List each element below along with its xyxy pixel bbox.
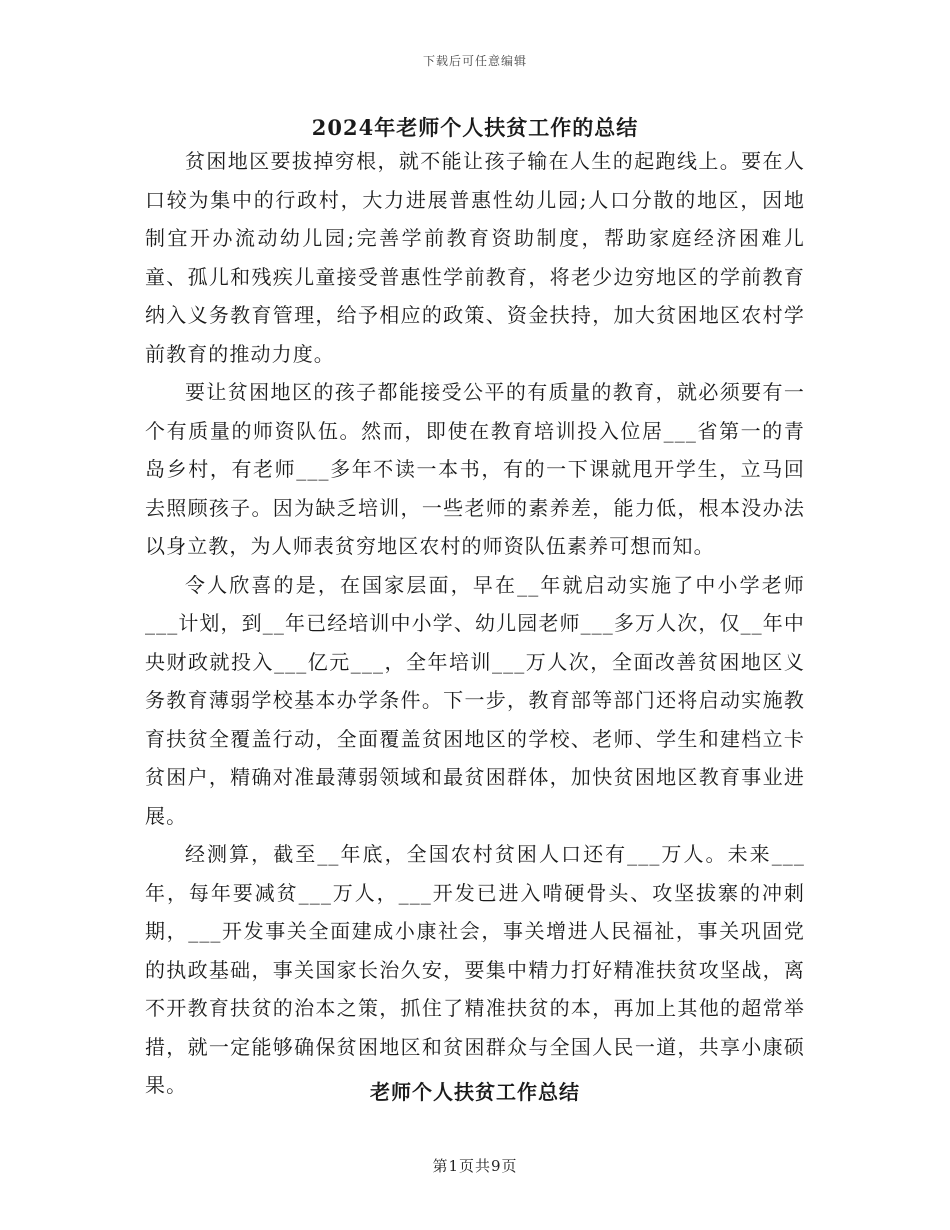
page-footer: 第1页共9页 (432, 1157, 518, 1175)
document-body (145, 142, 805, 1105)
paragraph: 经测算，截至__年底，全国农村贫困人口还有___万人。未来___年，每年要减贫___万人，___开发已进入啃硬骨头、攻坚拔寨的冲刺期，___开发事关全面建成小康社会，事关增进人民福祉，事关巩固党的执政基础，事关国家长治久安，要集中精力打好精准扶贫攻坚战，离不开教育扶贫的治本之策，抓住了精准扶贫的本，再加上其他的超常举措，就一定能够确保贫困地区和贫困群众与全国人民一道，共享小康硕果。 (145, 842, 805, 1097)
document-title: 2024年老师个人扶贫工作的总结 (311, 115, 639, 140)
header-note: 下载后可任意编辑 (422, 54, 527, 68)
section-subtitle: 老师个人扶贫工作总结 (370, 1080, 580, 1104)
paragraph: 要让贫困地区的孩子都能接受公平的有质量的教育，就必须要有一个有质量的师资队伍。然而，即使在教育培训投入位居___省第一的青岛乡村，有老师___多年不读一本书，有的一下课就甩开学生，立马回去照顾孩子。因为缺乏培训，一些老师的素养差，能力低，根本没办法以身立教，为人师表贫穷地区农村的师资队伍素养可想而知。 (145, 380, 805, 558)
paragraph: 令人欣喜的是，在国家层面，早在__年就启动实施了中小学老师___计划，到__年已经培训中小学、幼儿园老师___多万人次，仅__年中央财政就投入___亿元___，全年培训___万人次，全面改善贫困地区义务教育薄弱学校基本办学条件。下一步，教育部等部门还将启动实施教育扶贫全覆盖行动，全面覆盖贫困地区的学校、老师、学生和建档立卡贫困户，精确对准最薄弱领域和最贫困群体，加快贫困地区教育事业进展。 (145, 572, 805, 828)
paragraph: 贫困地区要拔掉穷根，就不能让孩子输在人生的起跑线上。要在人口较为集中的行政村，大力进展普惠性幼儿园;人口分散的地区，因地制宜开办流动幼儿园;完善学前教育资助制度，帮助家庭经济困难儿童、孤儿和残疾儿童接受普惠性学前教育，将老少边穷地区的学前教育纳入义务教育管理，给予相应的政策、资金扶持，加大贫困地区农村学前教育的推动力度。 (145, 149, 805, 366)
